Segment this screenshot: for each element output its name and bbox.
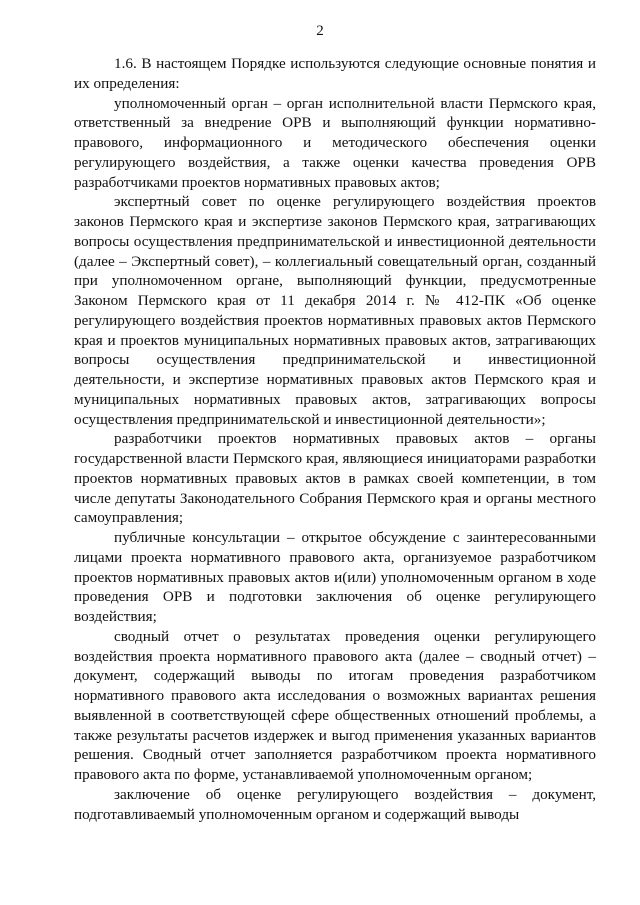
paragraph-expert-council: экспертный совет по оценке регулирующего воздействия проектов законов Пермского края и экспертизе законов Пермского края, затрагивающих вопросы осуществления предпринимательской и инвестиционной деятельности (далее – Экспертный совет), – коллегиальный совещательный орган, созданный при уполномоченном органе, выполняющий функции, предусмотренные Законом Пермского края от 11 декабря 2014 г. № 412-ПК «Об оценке регулирующего воздействия проектов нормативных правовых актов Пермского края и проектов муниципальных нормативных правовых актов, затрагивающих вопросы осуществления предпринимательской и инвестиционной деятельности, и экспертизе нормативных правовых актов Пермского края и муниципальных нормативных правовых актов, затрагивающих вопросы осуществления предпринимательской и инвестиционной деятельности»; [74, 193, 596, 428]
page-number: 2 [316, 23, 324, 39]
paragraph-authorized-body: уполномоченный орган – орган исполнительной власти Пермского края, ответственный за внедрение ОРВ и выполняющий функции нормативно-правового, информационного и методического обеспечения оценки регулирующего воздействия, а также оценки качества проведения ОРВ разработчиками проектов нормативных правовых актов; [74, 94, 596, 191]
document-body [74, 54, 596, 824]
paragraph-public-consultations: публичные консультации – открытое обсуждение с заинтересованными лицами проекта нормативного правового акта, организуемое разработчиком проектов нормативных правовых актов и(или) уполномоченным органом в ходе проведения ОРВ и подготовки заключения об оценке регулирующего воздействия; [74, 529, 596, 625]
paragraph-definitions-intro: 1.6. В настоящем Порядке используются следующие основные понятия и их определения: [74, 55, 596, 92]
paragraph-summary-report: сводный отчет о результатах проведения оценки регулирующего воздействия проекта нормативного правового акта (далее – сводный отчет) – документ, содержащий выводы по итогам проведения разработчиком нормативного правового акта исследования о возможных вариантах решения выявленной в соответствующей сфере общественных отношений проблемы, а также результаты расчетов издержек и выгод применения указанных вариантов решения. Сводный отчет заполняется разработчиком проекта нормативного правового акта по форме, устанавливаемой уполномоченным органом; [74, 627, 596, 783]
paragraph-developers: разработчики проектов нормативных правовых актов – органы государственной власти Пермского края, являющиеся инициаторами разработки проектов нормативных правовых актов в рамках своей компетенции, в том числе депутаты Законодательного Собрания Пермского края и органы местного самоуправления; [74, 430, 596, 527]
paragraph-conclusion: заключение об оценке регулирующего воздействия – документ, подготавливаемый уполномоченным органом и содержащий выводы [74, 785, 596, 823]
